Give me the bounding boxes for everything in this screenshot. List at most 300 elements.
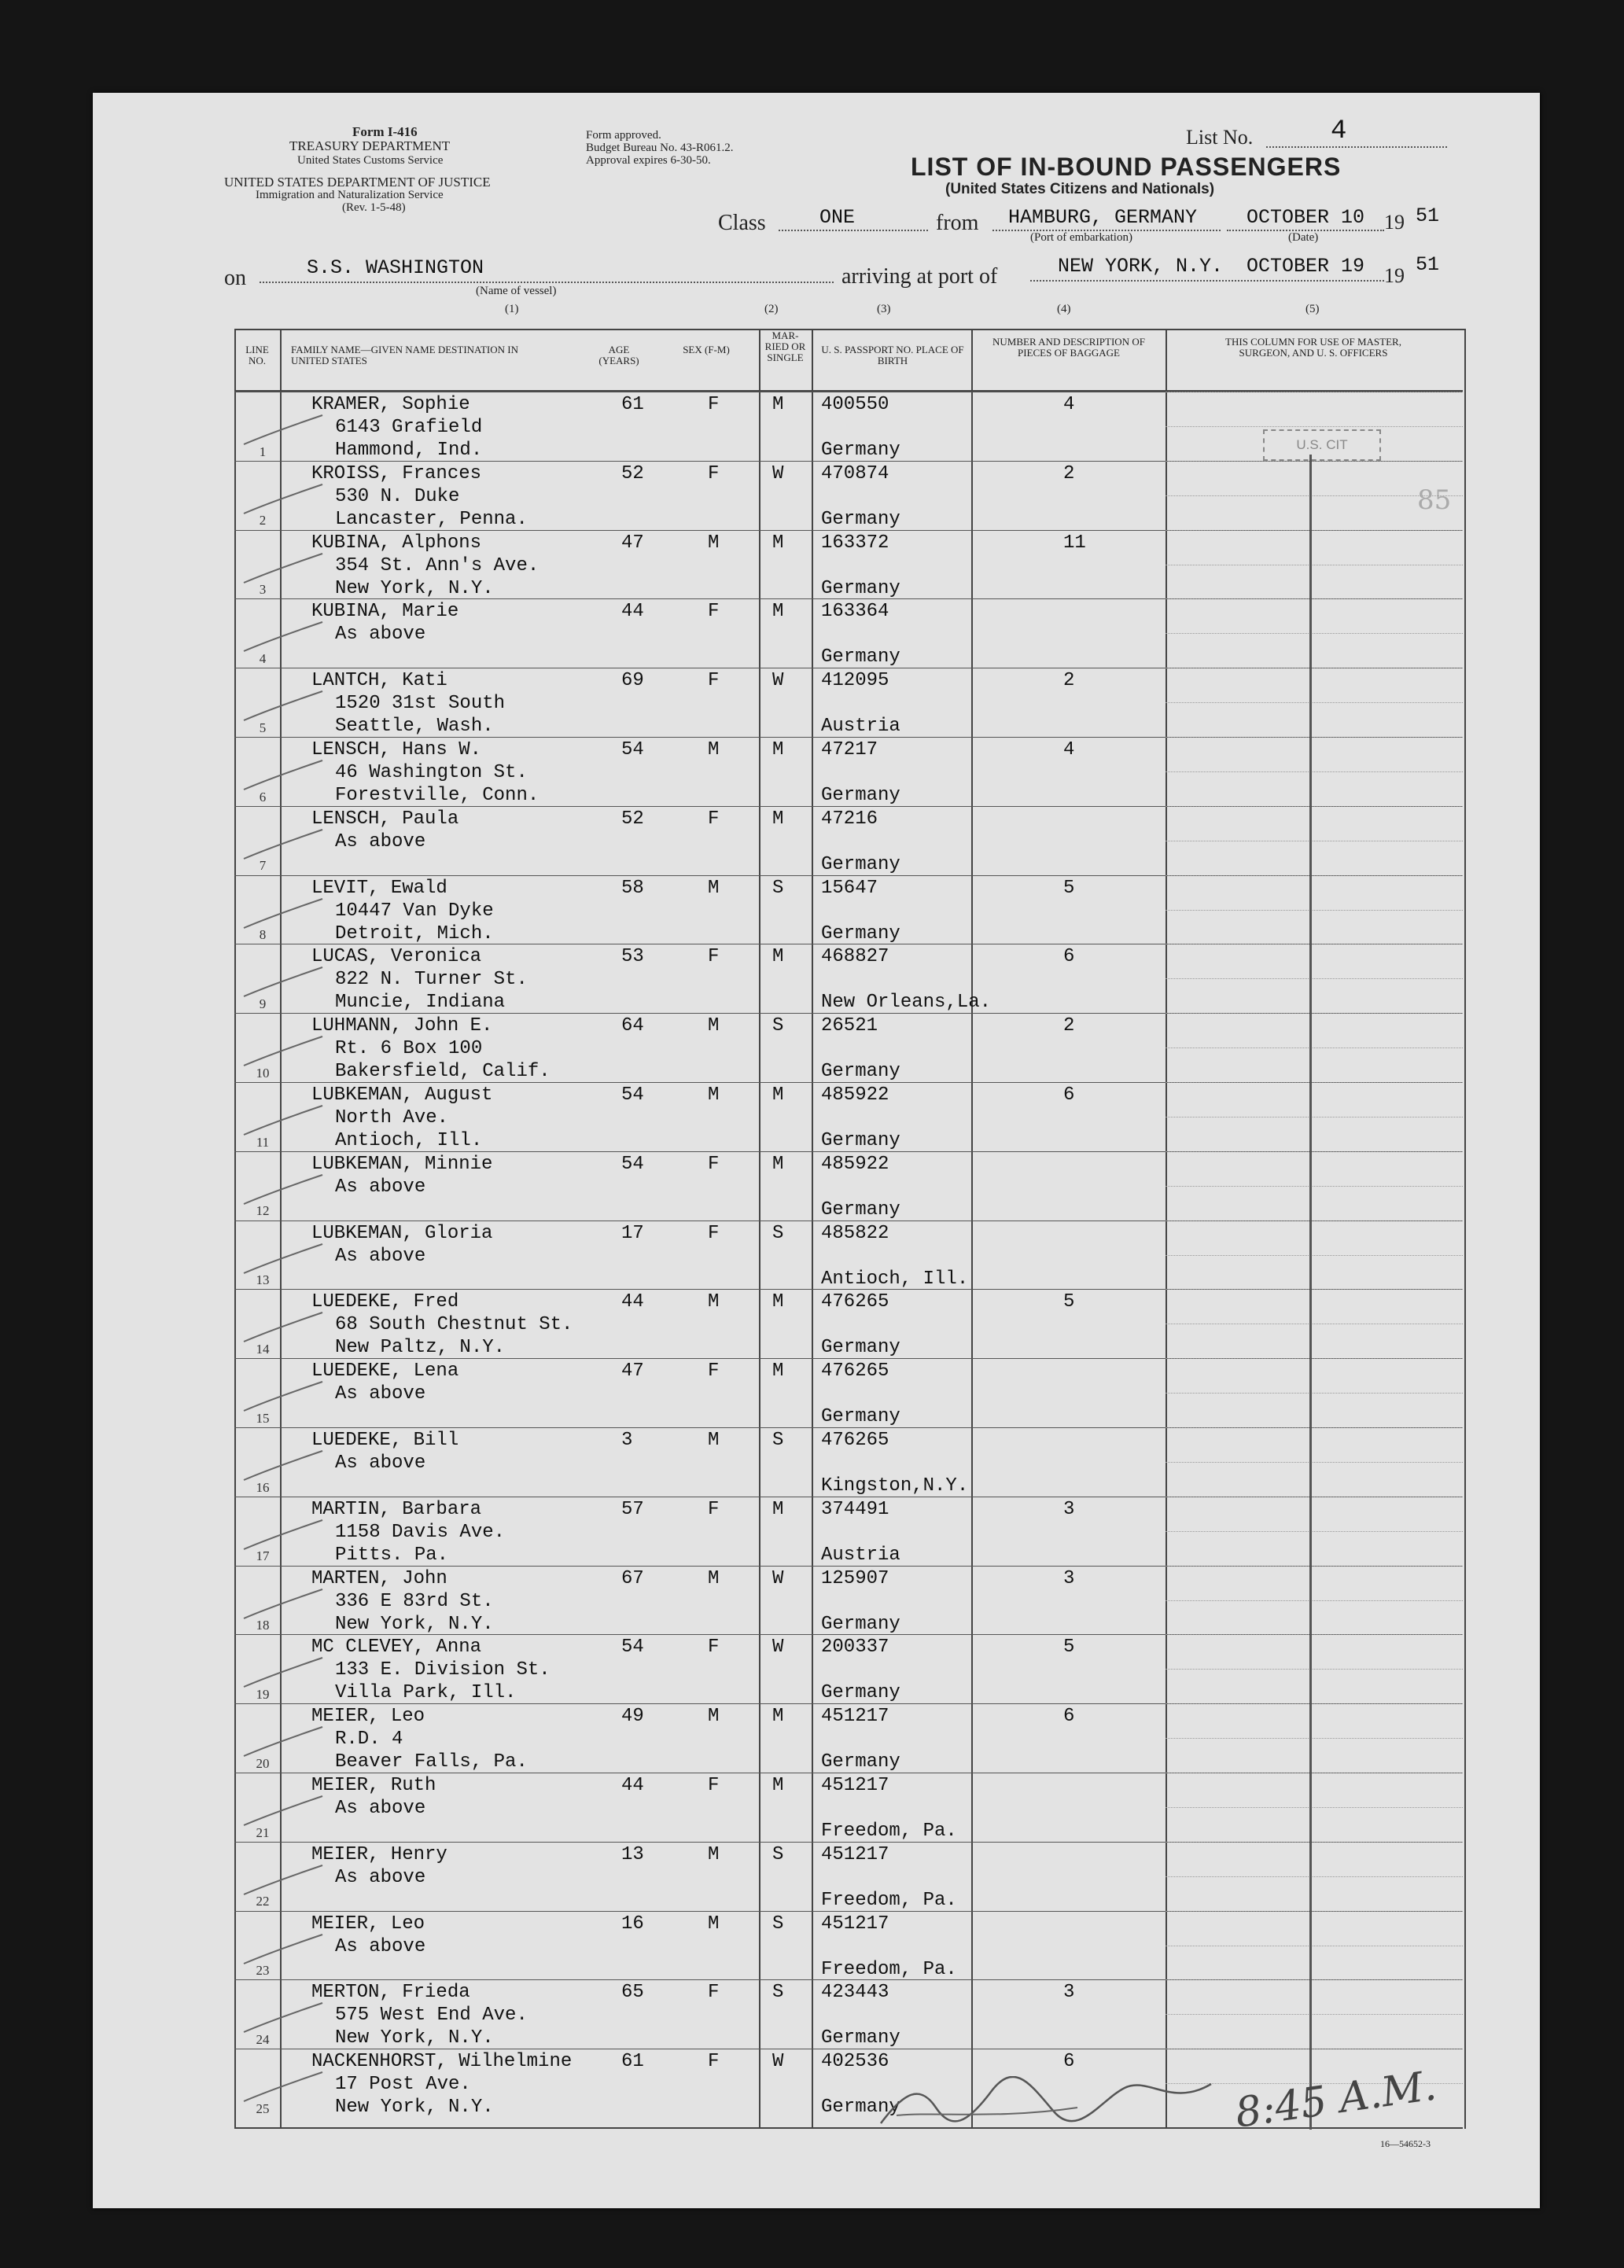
place-of-birth: Germany	[821, 440, 900, 461]
rule-line	[1166, 1600, 1463, 1601]
address-line-1: As above	[335, 1798, 426, 1819]
address-line-1: 530 N. Duke	[335, 485, 460, 507]
check-mark-icon	[240, 478, 326, 517]
check-mark-icon	[240, 1859, 326, 1898]
check-mark-icon	[240, 1583, 326, 1622]
place-of-birth: Germany	[821, 1198, 900, 1221]
sex: M	[708, 1913, 720, 1935]
rule-line	[1166, 2014, 1463, 2015]
age: 58	[621, 877, 644, 899]
place-of-birth: Germany	[821, 2027, 900, 2049]
place-of-birth: Antioch, Ill.	[821, 1268, 969, 1290]
place-of-birth: Germany	[821, 508, 900, 530]
marital-status: M	[772, 601, 784, 623]
check-mark-icon	[240, 1445, 326, 1484]
address-line-1: As above	[335, 1245, 426, 1267]
place-of-birth: Germany	[821, 1130, 900, 1151]
address-line-1: 68 South Chestnut St.	[335, 1314, 573, 1336]
baggage-count: 2	[1063, 462, 1075, 484]
revision: (Rev. 1-5-48)	[342, 201, 406, 214]
rule-line	[1166, 1427, 1463, 1428]
marital-status: M	[772, 1775, 784, 1796]
address-line-2: New York, N.Y.	[335, 2027, 494, 2049]
age: 57	[621, 1498, 644, 1520]
check-mark-icon	[240, 2066, 326, 2105]
passport-number: 451217	[821, 1913, 889, 1935]
marital-status: W	[772, 1567, 784, 1589]
address-line-2: New Paltz, N.Y.	[335, 1337, 506, 1359]
passport-number: 163372	[821, 532, 889, 554]
marital-status: W	[772, 2051, 784, 2073]
from-value: HAMBURG, GERMANY	[1008, 206, 1198, 229]
line-number: 17	[256, 1548, 270, 1564]
form-code: 16—54652-3	[1380, 2138, 1431, 2149]
passenger-name: MARTIN, Barbara	[311, 1498, 482, 1520]
sex: F	[708, 1360, 720, 1383]
form-number: Form I-416	[352, 124, 418, 139]
rule-line	[1166, 1462, 1463, 1463]
age: 61	[621, 394, 644, 415]
sex: M	[708, 1843, 720, 1865]
check-mark-icon	[240, 1928, 326, 1968]
address-line-1: R.D. 4	[335, 1729, 403, 1751]
passport-number: 400550	[821, 394, 889, 415]
check-mark-icon	[240, 616, 326, 655]
address-line-1: 10447 Van Dyke	[335, 900, 494, 922]
passport-number: 26521	[821, 1015, 878, 1037]
passport-number: 476265	[821, 1291, 889, 1313]
passport-number: 423443	[821, 1982, 889, 2004]
rule-line	[1166, 1393, 1463, 1394]
sex: F	[708, 394, 720, 415]
col-header-baggage: NUMBER AND DESCRIPTION OF PIECES OF BAGGAGE	[992, 336, 1145, 359]
address-line-1: As above	[335, 1866, 426, 1888]
sex: M	[708, 1706, 720, 1728]
line-number: 20	[256, 1755, 270, 1771]
arriving-label: arriving at port of	[841, 264, 998, 289]
address-line-2: New York, N.Y.	[335, 2097, 494, 2119]
rule-line	[1166, 875, 1463, 876]
col-header-name: FAMILY NAME—GIVEN NAME DESTINATION IN UNITED STATES	[291, 344, 519, 366]
passport-number: 412095	[821, 670, 889, 692]
arrival-year: 51	[1416, 253, 1440, 276]
address-line-1: North Ave.	[335, 1107, 449, 1128]
marital-status: W	[772, 462, 784, 484]
rule-line	[1166, 1876, 1463, 1877]
passport-number: 476265	[821, 1430, 889, 1451]
address-line-2: Hammond, Ind.	[335, 440, 483, 461]
check-mark-icon	[240, 1514, 326, 1553]
check-mark-icon	[240, 1169, 326, 1208]
line-number: 2	[259, 513, 267, 528]
rule-line	[1166, 530, 1463, 531]
marital-status: M	[772, 946, 784, 968]
baggage-count: 11	[1063, 532, 1086, 554]
address-line-2: Seattle, Wash.	[335, 716, 494, 738]
baggage-count: 2	[1063, 670, 1075, 692]
baggage-count: 4	[1063, 739, 1075, 760]
address-line-1: As above	[335, 1383, 426, 1405]
on-label: on	[224, 266, 246, 290]
document-subtitle: (United States Citizens and Nationals)	[945, 181, 1215, 197]
marital-status: M	[772, 808, 784, 830]
place-of-birth: Freedom, Pa.	[821, 1889, 957, 1911]
age: 47	[621, 532, 644, 554]
line-number: 14	[256, 1341, 270, 1357]
address-line-1: 1158 Davis Ave.	[335, 1521, 506, 1543]
marital-status: M	[772, 1291, 784, 1313]
place-of-birth: Germany	[821, 1406, 900, 1428]
passport-number: 402536	[821, 2051, 889, 2073]
marital-status: S	[772, 1982, 784, 2004]
passenger-name: KUBINA, Marie	[311, 601, 459, 623]
address-line-1: 6143 Grafield	[335, 417, 483, 438]
place-of-birth: Austria	[821, 716, 900, 738]
marital-status: M	[772, 1084, 784, 1106]
passenger-name: NACKENHORST, Wilhelmine	[311, 2051, 573, 2073]
rule-line	[1166, 1255, 1463, 1256]
rule-line	[1166, 1531, 1463, 1532]
place-of-birth: Germany	[821, 1613, 900, 1635]
approval-3: Approval expires 6-30-50.	[586, 154, 711, 167]
age: 47	[621, 1360, 644, 1383]
address-line-2: Lancaster, Penna.	[335, 508, 528, 530]
passport-number: 451217	[821, 1706, 889, 1728]
place-of-birth: Freedom, Pa.	[821, 1958, 957, 1980]
rule-line	[1166, 1807, 1463, 1808]
address-line-1: 46 Washington St.	[335, 762, 528, 783]
rule-line	[1166, 1566, 1463, 1567]
check-mark-icon	[240, 1099, 326, 1139]
line-number: 16	[256, 1479, 270, 1495]
place-of-birth: Germany	[821, 646, 900, 668]
address-line-2: Villa Park, Ill.	[335, 1682, 517, 1704]
baggage-count: 3	[1063, 1498, 1075, 1520]
baggage-count: 6	[1063, 1084, 1075, 1106]
marital-status: M	[772, 532, 784, 554]
list-no-line	[1266, 146, 1447, 148]
class-label: Class	[718, 211, 766, 235]
address-line-1: 133 E. Division St.	[335, 1659, 551, 1681]
passenger-name: LUBKEMAN, Gloria	[311, 1222, 493, 1244]
age: 13	[621, 1843, 644, 1865]
line-number: 21	[256, 1824, 270, 1840]
rule-line	[1166, 633, 1463, 634]
address-line-2: Detroit, Mich.	[335, 922, 494, 944]
col-header-officers: THIS COLUMN FOR USE OF MASTER, SURGEON, AND U. S. OFFICERS	[1225, 336, 1401, 359]
line-number: 24	[256, 2031, 270, 2047]
rule-line	[1166, 1289, 1463, 1290]
line-number: 25	[256, 2100, 270, 2116]
rule-line	[1166, 1047, 1463, 1048]
place-of-birth: Germany	[821, 1682, 900, 1704]
passport-number: 470874	[821, 462, 889, 484]
year-prefix-1: 19	[1384, 211, 1405, 234]
age: 54	[621, 739, 644, 760]
check-mark-icon	[240, 1238, 326, 1277]
passenger-name: KRAMER, Sophie	[311, 394, 470, 415]
rule-line	[1166, 1186, 1463, 1187]
line-number: 9	[259, 996, 267, 1011]
sex: M	[708, 532, 720, 554]
check-mark-icon	[240, 1790, 326, 1829]
place-of-birth: Germany	[821, 785, 900, 806]
check-mark-icon	[240, 1306, 326, 1346]
passenger-name: MARTEN, John	[311, 1567, 447, 1589]
col-num-3: (3)	[877, 303, 891, 315]
check-mark-icon	[240, 547, 326, 587]
marital-status: W	[772, 670, 784, 692]
marital-status: S	[772, 1843, 784, 1865]
address-line-1: As above	[335, 830, 426, 852]
arrival-time-note: 8:45 A.M.	[1232, 2062, 1440, 2137]
address-line-2: Muncie, Indiana	[335, 992, 506, 1014]
line-number: 5	[259, 720, 267, 735]
passport-number: 200337	[821, 1637, 889, 1659]
rule-line	[1166, 1013, 1463, 1014]
passport-number: 476265	[821, 1360, 889, 1383]
place-of-birth: Germany	[821, 922, 900, 944]
check-mark-icon	[240, 409, 326, 448]
sex: F	[708, 670, 720, 692]
rule-line	[1166, 1911, 1463, 1912]
baggage-count: 3	[1063, 1982, 1075, 2004]
place-of-birth: Germany	[821, 853, 900, 875]
inspector-line	[1309, 455, 1312, 2130]
line-number: 19	[256, 1686, 270, 1702]
passenger-name: MC CLEVEY, Anna	[311, 1637, 482, 1659]
sex: F	[708, 1637, 720, 1659]
address-line-1: Rt. 6 Box 100	[335, 1038, 483, 1060]
address-line-2: Antioch, Ill.	[335, 1130, 483, 1151]
passenger-name: LUHMANN, John E.	[311, 1015, 493, 1037]
port-embark-label: (Port of embarkation)	[1030, 231, 1132, 244]
place-of-birth: Germany	[821, 2097, 900, 2119]
rule-line	[1166, 771, 1463, 772]
passport-number: 47216	[821, 808, 878, 830]
age: 67	[621, 1567, 644, 1589]
margin-number: 85	[1417, 484, 1452, 516]
age: 52	[621, 808, 644, 830]
sex: M	[708, 1084, 720, 1106]
passenger-name: LENSCH, Paula	[311, 808, 459, 830]
rule-line	[1166, 1738, 1463, 1739]
passport-number: 451217	[821, 1843, 889, 1865]
marital-status: M	[772, 1706, 784, 1728]
inspector-signature	[873, 2076, 1219, 2131]
rule-line	[1166, 806, 1463, 807]
sex: F	[708, 462, 720, 484]
passport-number: 15647	[821, 877, 878, 899]
baggage-count: 5	[1063, 1637, 1075, 1659]
col-num-4: (4)	[1057, 303, 1071, 315]
marital-status: M	[772, 1360, 784, 1383]
line-number: 4	[259, 650, 267, 666]
age: 44	[621, 1775, 644, 1796]
passport-number: 468827	[821, 946, 889, 968]
address-line-1: As above	[335, 1935, 426, 1957]
sex: F	[708, 946, 720, 968]
place-of-birth: Germany	[821, 1751, 900, 1773]
address-line-2: New York, N.Y.	[335, 1613, 494, 1635]
citizenship-stamp: U.S. CIT	[1263, 429, 1381, 461]
address-line-1: 354 St. Ann's Ave.	[335, 554, 539, 576]
rule-line	[1166, 702, 1463, 703]
passenger-name: LUCAS, Veronica	[311, 946, 482, 968]
marital-status: W	[772, 1637, 784, 1659]
marital-status: S	[772, 1222, 784, 1244]
baggage-count: 5	[1063, 877, 1075, 899]
marital-status: M	[772, 1498, 784, 1520]
sex: F	[708, 2051, 720, 2073]
sex: F	[708, 601, 720, 623]
passenger-name: LENSCH, Hans W.	[311, 739, 482, 760]
rule-line	[1166, 1151, 1463, 1152]
col-header-passport: U. S. PASSPORT NO. PLACE OF BIRTH	[821, 344, 964, 366]
line-number: 7	[259, 858, 267, 874]
age: 65	[621, 1982, 644, 2004]
rule-line	[1166, 1669, 1463, 1670]
passenger-name: LEVIT, Ewald	[311, 877, 447, 899]
sex: M	[708, 877, 720, 899]
sex: M	[708, 739, 720, 760]
passenger-name: LUEDEKE, Fred	[311, 1291, 459, 1313]
address-line-1: 17 Post Ave.	[335, 2074, 471, 2096]
address-line-1: As above	[335, 1176, 426, 1198]
rule-line	[1166, 1358, 1463, 1359]
check-mark-icon	[240, 1030, 326, 1070]
address-line-2: Pitts. Pa.	[335, 1544, 449, 1566]
vessel-label: (Name of vessel)	[476, 285, 557, 297]
line-number: 6	[259, 789, 267, 804]
line-number: 10	[256, 1065, 270, 1081]
place-of-birth: Kingston,N.Y.	[821, 1475, 969, 1497]
arrival-line	[1030, 280, 1384, 282]
rule-line	[1166, 978, 1463, 979]
passenger-name: MEIER, Ruth	[311, 1775, 436, 1796]
approval-1: Form approved.	[586, 129, 661, 142]
check-mark-icon	[240, 685, 326, 724]
passenger-name: KROISS, Frances	[311, 462, 482, 484]
passport-number: 485922	[821, 1084, 889, 1106]
address-line-1: 575 West End Ave.	[335, 2005, 528, 2027]
place-of-birth: Germany	[821, 1061, 900, 1083]
passport-number: 47217	[821, 739, 878, 760]
rule-line	[1166, 1082, 1463, 1083]
age: 44	[621, 1291, 644, 1313]
rule-line	[1166, 737, 1463, 738]
sex: M	[708, 1430, 720, 1451]
passport-number: 374491	[821, 1498, 889, 1520]
marital-status: S	[772, 1913, 784, 1935]
vessel-line	[260, 282, 834, 283]
check-mark-icon	[240, 1721, 326, 1760]
date-label: (Date)	[1288, 231, 1319, 244]
place-of-birth: Austria	[821, 1544, 900, 1566]
address-line-2: New York, N.Y.	[335, 577, 494, 599]
passport-number: 485822	[821, 1222, 889, 1244]
age: 54	[621, 1637, 644, 1659]
from-label: from	[936, 211, 979, 235]
sex: M	[708, 1291, 720, 1313]
age: 49	[621, 1706, 644, 1728]
col-num-2: (2)	[764, 303, 779, 315]
age: 54	[621, 1153, 644, 1175]
vessel-name: S.S. WASHINGTON	[307, 256, 484, 279]
year-prefix-2: 19	[1384, 264, 1405, 287]
address-line-1: 822 N. Turner St.	[335, 969, 528, 991]
address-line-1: 1520 31st South	[335, 693, 506, 715]
line-number: 11	[256, 1134, 270, 1150]
baggage-count: 5	[1063, 1291, 1075, 1313]
age: 44	[621, 601, 644, 623]
line-number: 1	[259, 444, 267, 459]
passenger-name: KUBINA, Alphons	[311, 532, 482, 554]
address-line-1: As above	[335, 1452, 426, 1474]
marital-status: S	[772, 877, 784, 899]
marital-status: M	[772, 1153, 784, 1175]
customs-service: United States Customs Service	[297, 154, 444, 167]
sex: F	[708, 1498, 720, 1520]
passport-number: 163364	[821, 601, 889, 623]
passenger-name: MEIER, Leo	[311, 1706, 425, 1728]
rule-line	[1166, 426, 1463, 427]
arrival-date: OCTOBER 19	[1247, 255, 1365, 278]
marital-status: S	[772, 1430, 784, 1451]
justice-dept: UNITED STATES DEPARTMENT OF JUSTICE	[224, 175, 491, 190]
class-line	[779, 230, 928, 231]
sex: F	[708, 1222, 720, 1244]
line-number: 13	[256, 1272, 270, 1288]
place-of-birth: Freedom, Pa.	[821, 1821, 957, 1842]
rule-line	[1166, 910, 1463, 911]
rule-line	[1166, 1842, 1463, 1843]
marital-status: S	[772, 1015, 784, 1037]
class-value: ONE	[819, 206, 856, 229]
age: 17	[621, 1222, 644, 1244]
age: 53	[621, 946, 644, 968]
age: 64	[621, 1015, 644, 1037]
age: 54	[621, 1084, 644, 1106]
address-line-2: Bakersfield, Calif.	[335, 1061, 551, 1083]
list-no-label: List No.	[1186, 126, 1254, 149]
ins-service: Immigration and Naturalization Service	[256, 189, 444, 201]
rule-line	[1166, 1979, 1463, 1980]
document-title: LIST OF IN-BOUND PASSENGERS	[911, 153, 1342, 181]
rule-line	[1166, 1703, 1463, 1704]
age: 61	[621, 2051, 644, 2073]
sex: F	[708, 808, 720, 830]
baggage-count: 4	[1063, 394, 1075, 415]
check-mark-icon	[240, 961, 326, 1000]
list-no-value: 4	[1331, 116, 1347, 146]
place-of-birth: Germany	[821, 577, 900, 599]
sex: F	[708, 1982, 720, 2004]
col-header-line: LINE NO.	[245, 344, 269, 366]
line-number: 22	[256, 1894, 270, 1909]
line-number: 23	[256, 1963, 270, 1979]
line-number: 18	[256, 1618, 270, 1633]
passport-number: 485922	[821, 1153, 889, 1175]
rule-line	[1166, 1634, 1463, 1635]
age: 69	[621, 670, 644, 692]
treasury-dept: TREASURY DEPARTMENT	[289, 138, 451, 153]
col-header-age: AGE (YEARS)	[598, 344, 639, 366]
sex: F	[708, 1153, 720, 1175]
age: 16	[621, 1913, 644, 1935]
marital-status: M	[772, 394, 784, 415]
check-mark-icon	[240, 893, 326, 932]
